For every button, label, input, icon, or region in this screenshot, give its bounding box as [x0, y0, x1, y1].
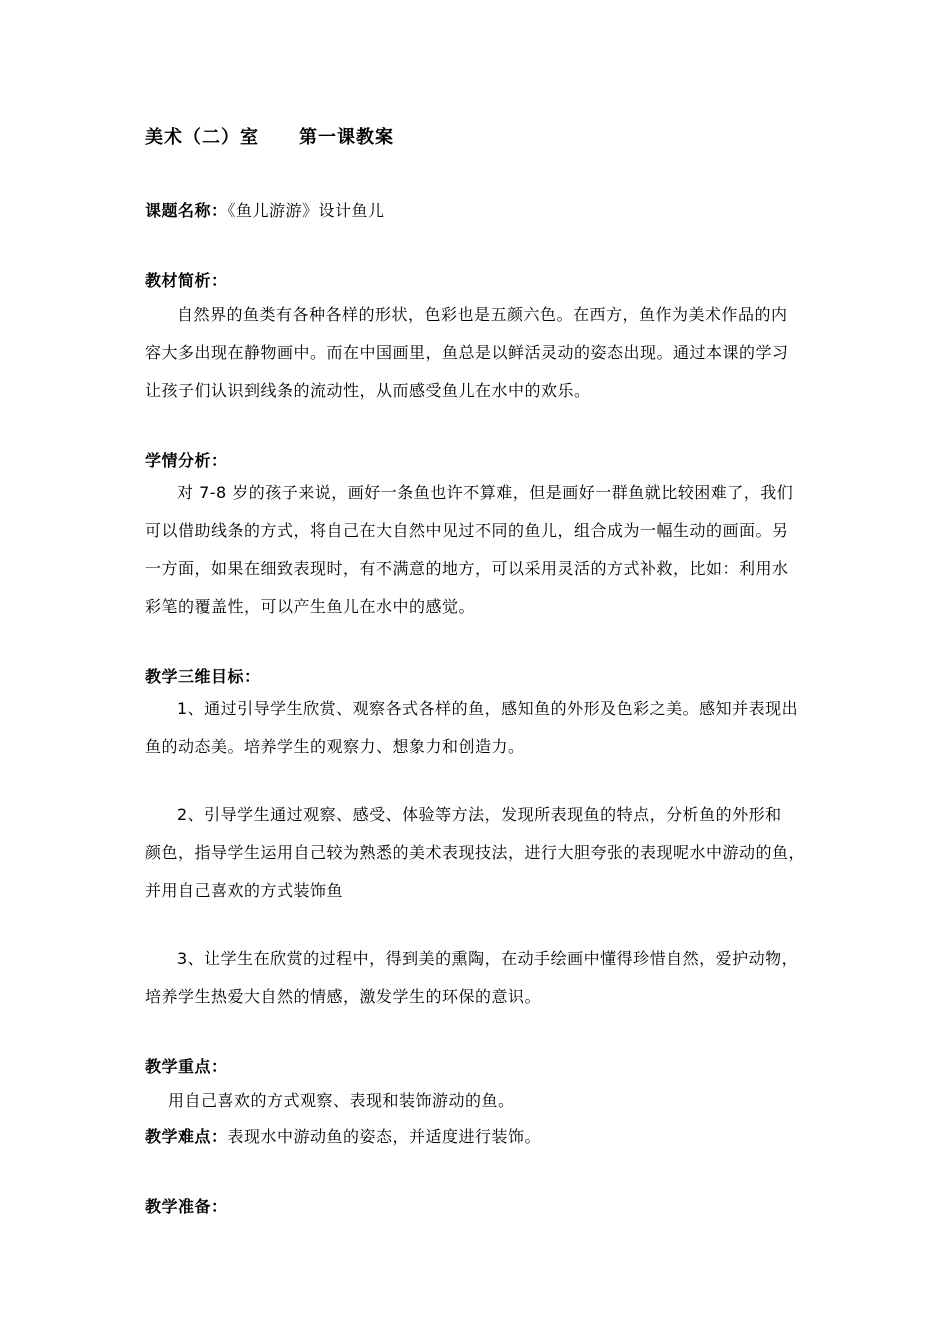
- difficulty-text: 表现水中游动鱼的姿态，并适度进行装饰。: [227, 1127, 542, 1146]
- title-lesson: 第一课教案: [299, 127, 394, 148]
- topic-value: 《鱼儿游游》设计鱼儿: [227, 201, 385, 220]
- goal-line: 培养学生热爱大自然的情感，激发学生的环保的意识。: [145, 987, 542, 1006]
- material-line: 容大多出现在静物画中。而在中国画里，鱼总是以鲜活灵动的姿态出现。通过本课的学习: [145, 343, 789, 362]
- goal-line: 并用自己喜欢的方式装饰鱼: [145, 881, 344, 900]
- focus-text: 用自己喜欢的方式观察、表现和装饰游动的鱼。: [168, 1091, 515, 1110]
- document-title: [145, 128, 815, 148]
- material-line: 让孩子们认识到线条的流动性，从而感受鱼儿在水中的欢乐。: [145, 381, 591, 400]
- focus-heading: 教学重点：: [145, 1057, 228, 1076]
- learner-line: 彩笔的覆盖性，可以产生鱼儿在水中的感觉。: [145, 597, 476, 616]
- goal-line: 鱼的动态美。培养学生的观察力、想象力和创造力。: [145, 737, 525, 756]
- difficulty-line: [145, 1127, 815, 1147]
- goal-line: 2、引导学生通过观察、感受、体验等方法，发现所表现鱼的特点，分析鱼的外形和: [177, 805, 782, 824]
- goals-heading: 教学三维目标：: [145, 667, 261, 686]
- material-heading: 教材简析：: [145, 271, 228, 290]
- learner-line: 可以借助线条的方式，将自己在大自然中见过不同的鱼儿，组合成为一幅生动的画面。另: [145, 521, 789, 540]
- goal-line: 1、通过引导学生欣赏、观察各式各样的鱼，感知鱼的外形及色彩之美。感知并表现出: [177, 699, 799, 718]
- learner-line: 对 7-8 岁的孩子来说，画好一条鱼也许不算难，但是画好一群鱼就比较困难了，我们: [177, 483, 794, 502]
- goal-line: 3、让学生在欣赏的过程中，得到美的熏陶，在动手绘画中懂得珍惜自然，爱护动物，: [177, 949, 799, 968]
- learner-line: 一方面，如果在细致表现时，有不满意的地方，可以采用灵活的方式补救，比如：利用水: [145, 559, 789, 578]
- prep-heading: 教学准备：: [145, 1197, 228, 1216]
- title-room: 美术（二）室: [145, 127, 259, 148]
- material-line: 自然界的鱼类有各种各样的形状，色彩也是五颜六色。在西方，鱼作为美术作品的内: [177, 305, 788, 324]
- topic-line: [145, 201, 815, 221]
- topic-label: 课题名称：: [145, 201, 228, 220]
- learner-heading: 学情分析：: [145, 451, 228, 470]
- difficulty-label: 教学难点：: [145, 1127, 228, 1146]
- goal-line: 颜色，指导学生运用自己较为熟悉的美术表现技法，进行大胆夸张的表现呢水中游动的鱼，: [145, 843, 806, 862]
